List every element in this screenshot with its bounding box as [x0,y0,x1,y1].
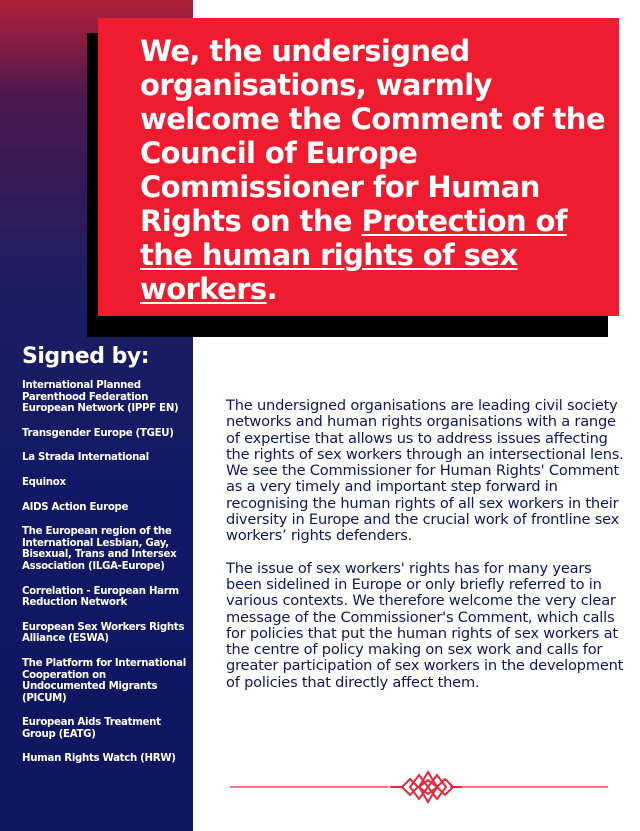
signatory-item: AIDS Action Europe [22,501,129,513]
headline-text [140,34,607,306]
signatory-item: Equinox [22,476,66,488]
statement-paragraph-1: The undersigned organisations are leading civil society networks and human rights organisations with a range of expertise that allows us to address issues affecting the rights of sex workers through an intersectional lens. We see the Commissioner for Human Rights' Comment as a very timely and important step forward in recognising the human rights of all sex workers in their diversity in Europe and the crucial work of frontline sex workers’ rights defenders. [226,397,624,545]
signatory-item: Human Rights Watch (HRW) [22,753,176,765]
statement-body [226,398,626,707]
protection-link[interactable]: Protection of the human rights of sex workers [140,204,567,306]
signatory-item: European Aids Treatment Group (EATG) [22,717,161,740]
signatory-list [22,380,192,778]
headline-end: . [266,272,277,306]
statement-paragraph-2: The issue of sex workers' rights has for many years been sidelined in Europe or only briefly referred to in various contexts. We therefore welcome the very clear message of the Commissioner's Comment, which calls for policies that put the human rights of sex workers at the centre of policy making on sex work and calls for greater participation of sex workers in the development of policies that directly affect them. [226,559,624,691]
signatory-item: Transgender Europe (TGEU) [22,427,174,439]
headline-banner [98,18,619,316]
signatory-item: La Strada International [22,452,149,464]
headline-lead: We, the undersigned organisations, warmly welcome the Comment of the Council of Europe Commissioner for Human Rights on the [140,34,605,238]
signatory-item: Correlation - European Harm Reduction Network [22,585,179,609]
signatory-item: European Sex Workers Rights Alliance (ESWA) [22,621,185,645]
signatory-item: The European region of the International Lesbian, Gay, Bisexual, Trans and Intersex Association (ILGA-Europe) [22,526,177,572]
signatory-item: International Planned Parenthood Federation European Network (IPPF EN) [22,380,179,415]
signed-by-heading: Signed by: [22,344,150,369]
signatory-item: The Platform for International Cooperation on Undocumented Migrants (PICUM) [22,657,186,704]
decorative-ornament-icon [230,762,608,812]
